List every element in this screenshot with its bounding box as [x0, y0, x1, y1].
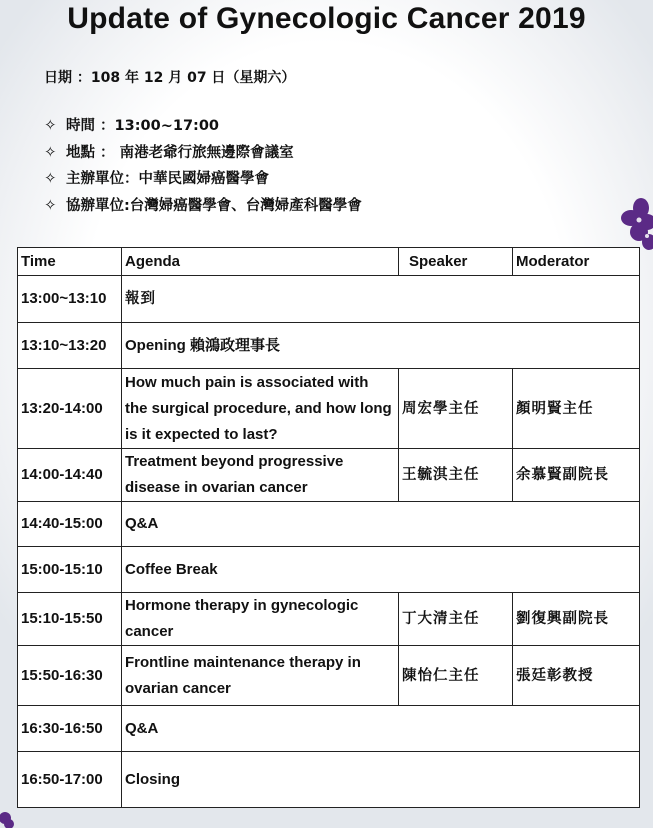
row-agenda: Opening 賴鴻政理事長	[122, 323, 640, 369]
row-time: 14:00-14:40	[18, 449, 122, 502]
row-speaker: 丁大清主任	[399, 593, 513, 646]
table-header-row	[18, 248, 640, 276]
header-speaker: Speaker	[399, 248, 513, 276]
row-agenda: Frontline maintenance therapy in ovarian cancer	[122, 646, 399, 706]
table-row	[18, 706, 640, 752]
table-row	[18, 276, 640, 323]
row-agenda: Coffee Break	[122, 547, 640, 593]
violet-flower-icon	[617, 196, 653, 254]
row-moderator: 張廷彰教授	[513, 646, 640, 706]
table-row	[18, 593, 640, 646]
row-agenda: Treatment beyond progressive disease in ovarian cancer	[122, 449, 399, 502]
row-time: 13:00~13:10	[18, 276, 122, 323]
row-time: 15:50-16:30	[18, 646, 122, 706]
four-point-star-icon: ✧	[44, 169, 57, 187]
row-time: 16:50-17:00	[18, 752, 122, 808]
row-agenda: Closing	[122, 752, 640, 808]
info-item-organizer: ✧ 主辦單位：中華民國婦癌醫學會	[44, 165, 362, 192]
table-row	[18, 646, 640, 706]
four-point-star-icon: ✧	[44, 116, 57, 134]
table-row	[18, 502, 640, 547]
row-moderator: 劉復興副院長	[513, 593, 640, 646]
row-moderator: 余慕賢副院長	[513, 449, 640, 502]
table-row	[18, 547, 640, 593]
row-time: 15:10-15:50	[18, 593, 122, 646]
page-title: Update of Gynecologic Cancer 2019	[67, 2, 586, 35]
event-date: 日期 ：108 年 12 月 07 日（星期六）	[44, 70, 296, 86]
row-agenda: Q&A	[122, 502, 640, 547]
four-point-star-icon: ✧	[44, 142, 57, 161]
info-item-time: ✧ 時間 ：13:00~17:00	[44, 112, 362, 139]
row-speaker: 陳怡仁主任	[399, 646, 513, 706]
event-info-list	[44, 112, 362, 218]
table-row	[18, 369, 640, 449]
row-speaker: 周宏學主任	[399, 369, 513, 449]
four-point-star-icon: ✧	[44, 195, 57, 214]
violet-flower-corner-icon	[0, 802, 16, 828]
row-agenda: How much pain is associated with the surgical procedure, and how long is it expected to last?	[122, 369, 399, 449]
row-time: 13:20-14:00	[18, 369, 122, 449]
row-time: 13:10~13:20	[18, 323, 122, 369]
row-time: 15:00-15:10	[18, 547, 122, 593]
header-moderator: Moderator	[513, 248, 640, 276]
table-row	[18, 449, 640, 502]
row-agenda: 報到	[122, 276, 640, 323]
agenda-table	[17, 247, 640, 808]
table-row	[18, 752, 640, 808]
header-time: Time	[18, 248, 122, 276]
table-row	[18, 323, 640, 369]
row-agenda: Hormone therapy in gynecologic cancer	[122, 593, 399, 646]
row-time: 14:40-15:00	[18, 502, 122, 547]
row-time: 16:30-16:50	[18, 706, 122, 752]
header-agenda: Agenda	[122, 248, 399, 276]
row-speaker: 王毓淇主任	[399, 449, 513, 502]
info-item-venue: ✧ 地點 ： 南港老爺行旅無邊際會議室	[44, 139, 362, 166]
row-agenda: Q&A	[122, 706, 640, 752]
info-item-co-organizer: ✧ 協辦單位:台灣婦癌醫學會、台灣婦產科醫學會	[44, 192, 362, 219]
row-moderator: 顏明賢主任	[513, 369, 640, 449]
